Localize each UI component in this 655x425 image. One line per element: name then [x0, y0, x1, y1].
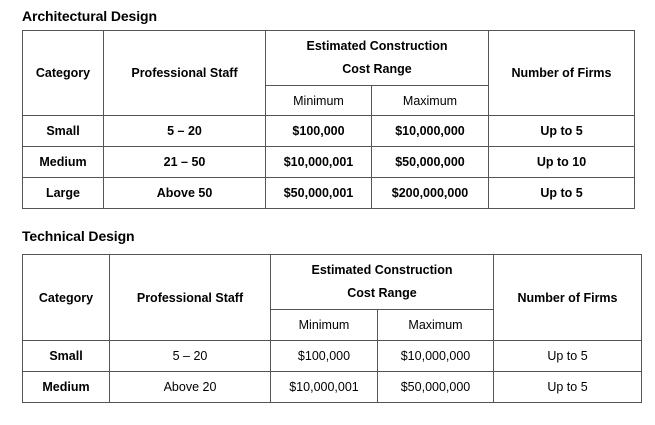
table-row: [23, 147, 635, 178]
cell-maximum: $200,000,000: [372, 178, 489, 209]
architectural-design-heading: Architectural Design: [22, 8, 157, 24]
cell-minimum: $50,000,001: [266, 178, 372, 209]
cell-firms: Up to 5: [494, 341, 642, 372]
header-professional-staff: Professional Staff: [110, 255, 271, 341]
cell-firms: Up to 5: [489, 116, 635, 147]
table-row: [23, 372, 642, 403]
cell-minimum: $10,000,001: [271, 372, 378, 403]
cell-firms: Up to 10: [489, 147, 635, 178]
cell-minimum: $10,000,001: [266, 147, 372, 178]
header-cost-line2: Cost Range: [342, 62, 412, 76]
cell-staff: 21 – 50: [104, 147, 266, 178]
header-minimum: Minimum: [266, 86, 372, 116]
technical-design-heading: Technical Design: [22, 228, 135, 244]
header-professional-staff: Professional Staff: [104, 31, 266, 116]
header-cost-line2: Cost Range: [347, 286, 417, 300]
cell-firms: Up to 5: [489, 178, 635, 209]
cell-staff: Above 20: [110, 372, 271, 403]
header-category: Category: [23, 31, 104, 116]
table-row: [23, 341, 642, 372]
header-minimum: Minimum: [271, 310, 378, 341]
header-cost-line1: Estimated Construction: [311, 263, 453, 277]
cell-maximum: $50,000,000: [378, 372, 494, 403]
cell-staff: 5 – 20: [110, 341, 271, 372]
header-cost-range: [266, 31, 489, 86]
header-cost-line1: Estimated Construction: [306, 39, 448, 53]
header-number-of-firms: Number of Firms: [494, 255, 642, 341]
cell-category: Medium: [23, 372, 110, 403]
cell-category: Large: [23, 178, 104, 209]
cell-maximum: $50,000,000: [372, 147, 489, 178]
cell-maximum: $10,000,000: [378, 341, 494, 372]
cell-minimum: $100,000: [266, 116, 372, 147]
cell-minimum: $100,000: [271, 341, 378, 372]
architectural-design-table: [22, 30, 635, 209]
header-cost-range: [271, 255, 494, 310]
header-maximum: Maximum: [378, 310, 494, 341]
cell-staff: Above 50: [104, 178, 266, 209]
cell-category: Small: [23, 341, 110, 372]
header-category: Category: [23, 255, 110, 341]
cell-maximum: $10,000,000: [372, 116, 489, 147]
cell-category: Small: [23, 116, 104, 147]
header-number-of-firms: Number of Firms: [489, 31, 635, 116]
technical-design-table: [22, 254, 642, 403]
cell-staff: 5 – 20: [104, 116, 266, 147]
header-maximum: Maximum: [372, 86, 489, 116]
table-row: [23, 116, 635, 147]
cell-category: Medium: [23, 147, 104, 178]
cell-firms: Up to 5: [494, 372, 642, 403]
table-row: [23, 178, 635, 209]
